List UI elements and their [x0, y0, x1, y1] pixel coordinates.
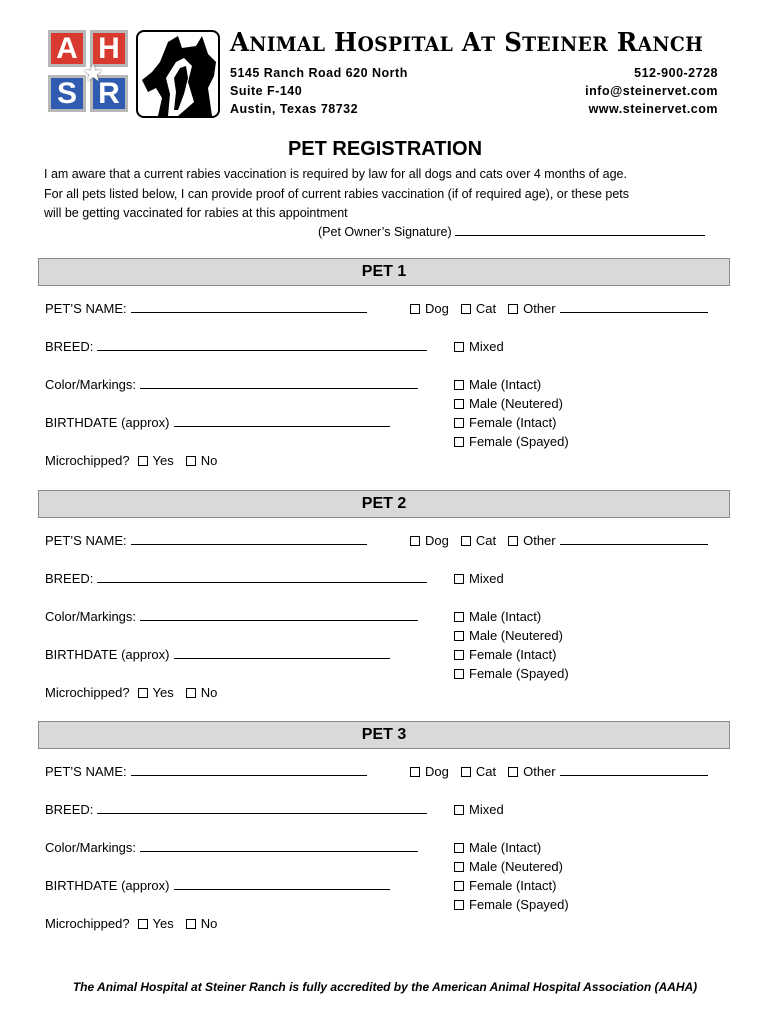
hospital-logo [48, 30, 220, 118]
pet-1-sex-label-2: Male (Neutered) [469, 396, 563, 411]
pet-1-breed-row [45, 339, 427, 354]
pet-3-name-input[interactable] [131, 764, 367, 776]
pet-1-sex-option-3[interactable] [454, 415, 556, 430]
pet-2-sex-label-3: Female (Intact) [469, 647, 557, 662]
pet-3-microchip-yes[interactable] [138, 916, 174, 931]
pet-2-mixed-label: Mixed [469, 571, 504, 586]
logo-tile-s: S [48, 75, 86, 112]
pet-3-breed-input[interactable] [97, 802, 427, 814]
pet-2-name-row [45, 533, 367, 548]
pet-2-microchip-yes-checkbox[interactable] [138, 688, 148, 698]
pet-1-microchip-yes[interactable] [138, 453, 174, 468]
pet-2-name-input[interactable] [131, 533, 367, 545]
pet-2-mixed-option[interactable] [454, 571, 504, 586]
pet-1-microchip-label: Microchipped? [45, 453, 130, 468]
pet-2-microchip-label: Microchipped? [45, 685, 130, 700]
logo-tile-r: R [90, 75, 128, 112]
pet-1-microchip-no-label: No [200, 453, 218, 468]
pet-2-microchip-row [45, 685, 229, 700]
pet-1-sex-option-1[interactable] [454, 377, 541, 392]
pet-1-color-label: Color/Markings: [45, 377, 137, 392]
pet-1-microchip-no[interactable] [186, 453, 218, 468]
pet-2-species-cat[interactable] [461, 533, 496, 548]
pet-3-breed-row [45, 802, 427, 817]
pet-3-species-cat[interactable] [461, 764, 496, 779]
pet-1-dog-label: Dog [425, 301, 449, 316]
pet-3-sex-option-2[interactable] [454, 859, 563, 874]
pet-1-microchip-yes-label: Yes [152, 453, 174, 468]
pet-1-name-input[interactable] [131, 301, 367, 313]
pet-1-header: PET 1 [38, 258, 730, 286]
phone-number: 512-900-2728 [634, 66, 718, 80]
pet-1-cat-label: Cat [475, 301, 497, 316]
pet-2-name-label: PET’S NAME: [45, 533, 127, 548]
pet-2-sex-checkbox-1[interactable] [454, 612, 464, 622]
pet-2-birthdate-label: BIRTHDATE (approx) [45, 647, 170, 662]
pet-3-color-row [45, 840, 418, 855]
pet-1-sex-option-2[interactable] [454, 396, 563, 411]
pet-2-microchip-no[interactable] [186, 685, 218, 700]
pet-2-birthdate-input[interactable] [174, 647, 390, 659]
pet-2-breed-row [45, 571, 427, 586]
pet-1-sex-option-4[interactable] [454, 434, 569, 449]
pet-2-cat-checkbox[interactable] [461, 536, 471, 546]
pet-3-sex-label-1: Male (Intact) [469, 840, 542, 855]
pet-1-dog-checkbox[interactable] [410, 304, 420, 314]
pet-3-birthdate-row [45, 878, 390, 893]
pet-2-mixed-checkbox[interactable] [454, 574, 464, 584]
pet-3-sex-checkbox-3[interactable] [454, 881, 464, 891]
intro-line-2: For all pets listed below, I can provide proof of current rabies vaccination (if of required age), or these pets [44, 186, 630, 201]
pet-3-header: PET 3 [38, 721, 730, 749]
pet-3-sex-label-3: Female (Intact) [469, 878, 557, 893]
pet-2-color-label: Color/Markings: [45, 609, 137, 624]
pet-2-microchip-yes-label: Yes [152, 685, 174, 700]
pet-3-color-label: Color/Markings: [45, 840, 137, 855]
pet-2-breed-label: BREED: [45, 571, 94, 586]
address-line-2: Suite F-140 [230, 84, 303, 98]
pet-1-birthdate-row [45, 415, 390, 430]
pet-3-sex-checkbox-1[interactable] [454, 843, 464, 853]
hospital-name: ANIMAL HOSPITAL AT STEINER RANCH [230, 28, 704, 58]
pet-1-species-dog[interactable] [410, 301, 449, 316]
pet-1-microchip-no-checkbox[interactable] [186, 456, 196, 466]
logo-tile-h: H [90, 30, 128, 67]
pet-2-color-row [45, 609, 418, 624]
pet-2-dog-label: Dog [425, 533, 449, 548]
pet-1-species-other[interactable] [508, 301, 708, 316]
pet-1-sex-checkbox-4[interactable] [454, 437, 464, 447]
pet-2-species-options [410, 533, 708, 548]
pet-2-sex-checkbox-3[interactable] [454, 650, 464, 660]
pet-1-cat-checkbox[interactable] [461, 304, 471, 314]
pet-3-mixed-checkbox[interactable] [454, 805, 464, 815]
pet-1-microchip-row [45, 453, 229, 468]
logo-tile-a: A [48, 30, 86, 67]
pet-1-other-checkbox[interactable] [508, 304, 518, 314]
pet-1-breed-input[interactable] [97, 339, 427, 351]
pet-1-color-input[interactable] [140, 377, 418, 389]
pet-3-dog-checkbox[interactable] [410, 767, 420, 777]
pet-2-birthdate-row [45, 647, 390, 662]
pet-2-sex-option-2[interactable] [454, 628, 563, 643]
pet-3-sex-checkbox-4[interactable] [454, 900, 464, 910]
pet-1-other-input[interactable] [560, 301, 708, 313]
pet-2-sex-label-4: Female (Spayed) [469, 666, 569, 681]
pet-2-header: PET 2 [38, 490, 730, 518]
email-link[interactable]: info@steinervet.com [585, 84, 718, 98]
pet-3-breed-label: BREED: [45, 802, 94, 817]
pet-3-sex-option-1[interactable] [454, 840, 541, 855]
pet-1-color-row [45, 377, 418, 392]
owner-signature-field[interactable] [318, 223, 705, 239]
pet-3-species-dog[interactable] [410, 764, 449, 779]
pet-3-sex-checkbox-2[interactable] [454, 862, 464, 872]
pet-3-dog-label: Dog [425, 764, 449, 779]
pet-1-sex-checkbox-2[interactable] [454, 399, 464, 409]
pet-2-other-checkbox[interactable] [508, 536, 518, 546]
pet-1-sex-label-3: Female (Intact) [469, 415, 557, 430]
dog-cat-silhouette-icon [136, 30, 220, 118]
pet-2-species-dog[interactable] [410, 533, 449, 548]
pet-3-color-input[interactable] [140, 840, 418, 852]
pet-3-microchip-yes-label: Yes [152, 916, 174, 931]
pet-2-breed-input[interactable] [97, 571, 427, 583]
pet-3-sex-label-2: Male (Neutered) [469, 859, 563, 874]
pet-3-other-input[interactable] [560, 764, 708, 776]
intro-line-1: I am aware that a current rabies vaccination is required by law for all dogs and cats over 4 months of age. [44, 167, 627, 181]
pet-2-sex-option-4[interactable] [454, 666, 569, 681]
pet-3-microchip-row [45, 916, 229, 931]
pet-1-mixed-label: Mixed [469, 339, 504, 354]
address-line-3: Austin, Texas 78732 [230, 102, 359, 116]
pet-1-sex-label-1: Male (Intact) [469, 377, 542, 392]
signature-label: (Pet Owner’s Signature) [318, 225, 452, 239]
pet-3-microchip-yes-checkbox[interactable] [138, 919, 148, 929]
pet-1-sex-label-4: Female (Spayed) [469, 434, 569, 449]
pet-3-sex-label-4: Female (Spayed) [469, 897, 569, 912]
pet-2-other-label: Other [523, 533, 556, 548]
pet-2-cat-label: Cat [475, 533, 497, 548]
pet-3-name-label: PET’S NAME: [45, 764, 127, 779]
signature-line[interactable] [455, 223, 705, 236]
pet-1-microchip-yes-checkbox[interactable] [138, 456, 148, 466]
pet-3-sex-option-4[interactable] [454, 897, 569, 912]
pet-3-microchip-no-label: No [200, 916, 218, 931]
pet-3-species-options [410, 764, 708, 779]
pet-2-species-other[interactable] [508, 533, 708, 548]
pet-3-name-row [45, 764, 367, 779]
intro-paragraph [44, 165, 734, 224]
pet-3-other-label: Other [523, 764, 556, 779]
pet-2-sex-checkbox-2[interactable] [454, 631, 464, 641]
form-title: PET REGISTRATION [287, 138, 483, 160]
pet-3-other-checkbox[interactable] [508, 767, 518, 777]
pet-3-microchip-label: Microchipped? [45, 916, 130, 931]
pet-2-sex-label-1: Male (Intact) [469, 609, 542, 624]
pet-3-cat-checkbox[interactable] [461, 767, 471, 777]
pet-1-name-row [45, 301, 367, 316]
website-link[interactable]: www.steinervet.com [588, 102, 718, 116]
pet-3-mixed-label: Mixed [469, 802, 504, 817]
pet-2-color-input[interactable] [140, 609, 418, 621]
pet-3-birthdate-input[interactable] [174, 878, 390, 890]
pet-2-sex-option-3[interactable] [454, 647, 556, 662]
pet-2-sex-checkbox-4[interactable] [454, 669, 464, 679]
pet-1-mixed-checkbox[interactable] [454, 342, 464, 352]
pet-3-mixed-option[interactable] [454, 802, 504, 817]
pet-3-microchip-no-checkbox[interactable] [186, 919, 196, 929]
accreditation-footer: The Animal Hospital at Steiner Ranch is fully accredited by the American Animal Hospital Association (AAHA) [72, 980, 698, 994]
pet-3-microchip-no[interactable] [186, 916, 218, 931]
pet-1-species-options [410, 301, 708, 316]
pet-1-name-label: PET’S NAME: [45, 301, 127, 316]
pet-2-dog-checkbox[interactable] [410, 536, 420, 546]
pet-1-mixed-option[interactable] [454, 339, 504, 354]
pet-2-other-input[interactable] [560, 533, 708, 545]
pet-1-sex-checkbox-3[interactable] [454, 418, 464, 428]
pet-1-breed-label: BREED: [45, 339, 94, 354]
address-line-1: 5145 Ranch Road 620 North [230, 66, 408, 80]
pet-3-sex-option-3[interactable] [454, 878, 556, 893]
pet-3-cat-label: Cat [475, 764, 497, 779]
star-icon: ★ [82, 60, 104, 87]
pet-1-other-label: Other [523, 301, 556, 316]
pet-3-birthdate-label: BIRTHDATE (approx) [45, 878, 170, 893]
pet-2-microchip-no-label: No [200, 685, 218, 700]
pet-2-sex-label-2: Male (Neutered) [469, 628, 563, 643]
pet-1-birthdate-label: BIRTHDATE (approx) [45, 415, 170, 430]
intro-line-3: will be getting vaccinated for rabies at this appointment [44, 206, 348, 220]
pet-1-sex-checkbox-1[interactable] [454, 380, 464, 390]
pet-3-species-other[interactable] [508, 764, 708, 779]
pet-2-sex-option-1[interactable] [454, 609, 541, 624]
pet-1-species-cat[interactable] [461, 301, 496, 316]
pet-1-birthdate-input[interactable] [174, 415, 390, 427]
pet-2-microchip-no-checkbox[interactable] [186, 688, 196, 698]
pet-2-microchip-yes[interactable] [138, 685, 174, 700]
